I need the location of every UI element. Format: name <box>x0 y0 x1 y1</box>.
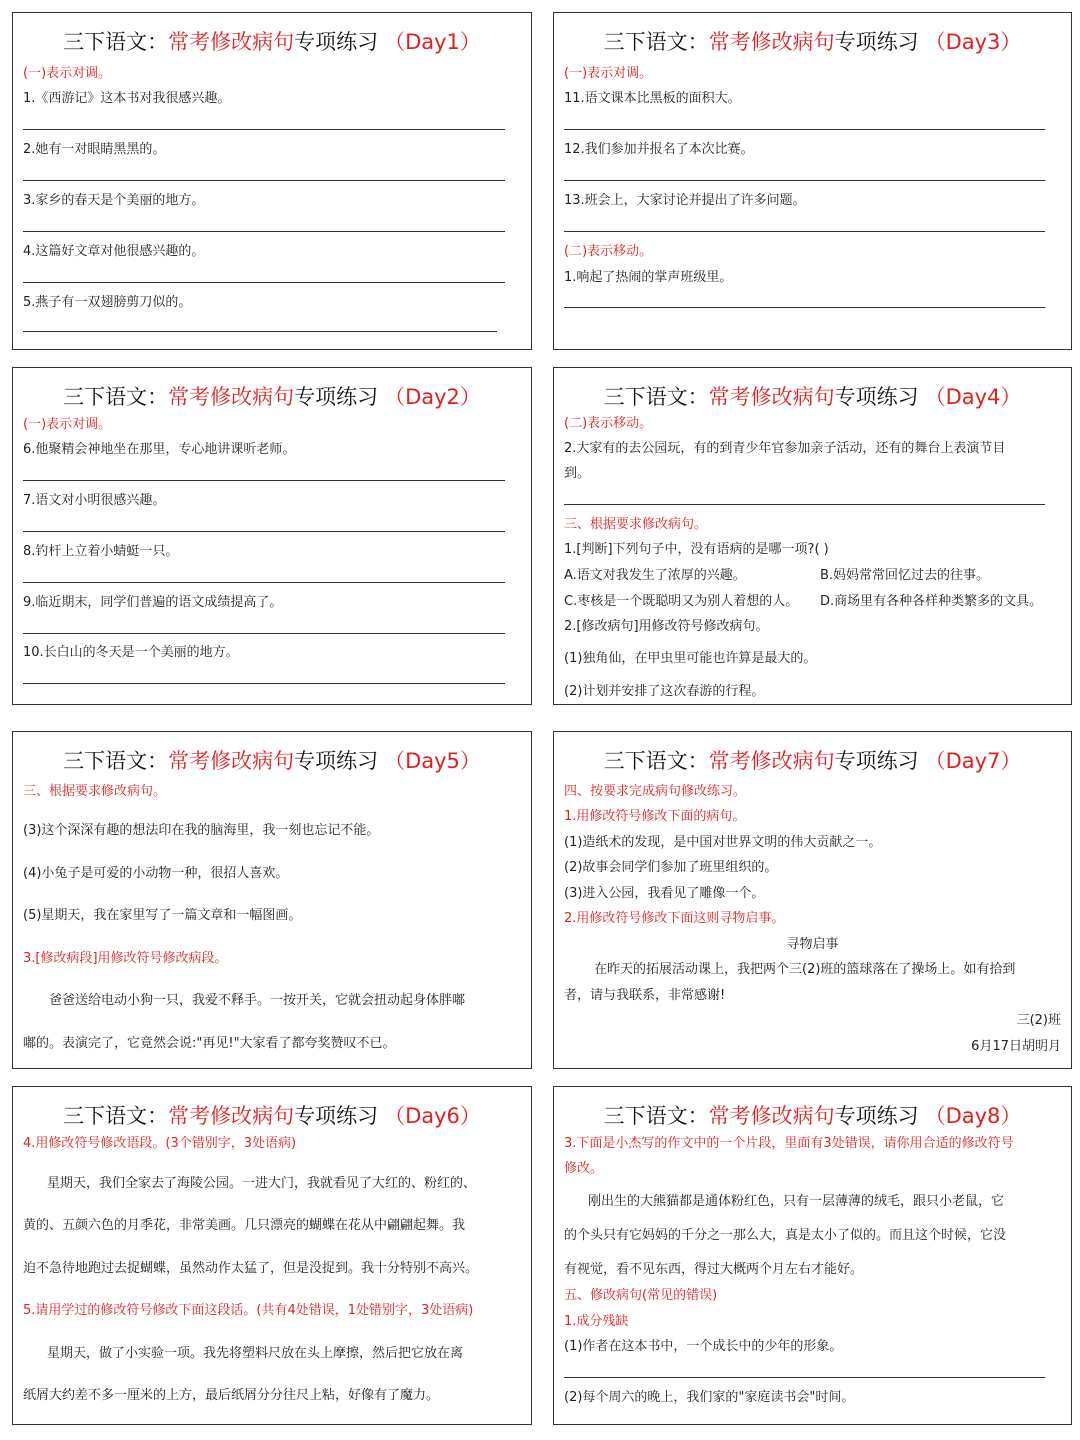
question-9: 9.临近期末，同学们普遍的语文成绩提高了。 <box>23 595 283 610</box>
question-2: 2.大家有的去公园玩，有的到青少年官参加亲子活动，还有的舞台上表演节目 <box>564 441 1006 456</box>
answer-line[interactable] <box>23 683 505 684</box>
card-day7 <box>553 731 1072 1069</box>
section-heading: 四、按要求完成病句修改练习。 <box>564 784 747 799</box>
option-d[interactable]: D.商场里有各种各样种类繁多的文具。 <box>820 594 1043 609</box>
answer-line[interactable] <box>23 231 505 232</box>
answer-line[interactable] <box>564 231 1045 232</box>
paragraph-line: 的个头只有它妈妈的千分之一那么大，真是太小了似的。而且这个时候，它没 <box>564 1228 1007 1243</box>
paragraph-line: 纸屑大约差不多一厘米的上方，最后纸屑分分往尺上粘，好像有了魔力。 <box>23 1388 440 1403</box>
card-title: 三下语文：常考修改病句专项练习 （Day2） <box>63 385 481 409</box>
section-heading: (二)表示移动。 <box>564 244 653 259</box>
question-3: 3.家乡的春天是个美丽的地方。 <box>23 193 205 208</box>
notice-title: 寻物启事 <box>786 937 839 952</box>
answer-line[interactable] <box>564 180 1045 181</box>
answer-line[interactable] <box>23 633 505 634</box>
sentence-2: (2)故事会同学们参加了班里组织的。 <box>564 860 778 875</box>
answer-line[interactable] <box>23 282 505 283</box>
paragraph-line: 嘟的。表演完了，它竟然会说:"再见!"大家看了都夸奖赞叹不已。 <box>23 1036 396 1051</box>
question-12: 12.我们参加并报名了本次比赛。 <box>564 142 754 157</box>
paragraph-line: 黄的、五颜六色的月季花，非常美画。几只漂亮的蝴蝶在花从中翩翩起舞。我 <box>23 1218 466 1233</box>
question-5: 5.燕子有一双翅膀剪刀似的。 <box>23 295 192 310</box>
sentence-1: (1)造纸术的发现，是中国对世界文明的伟大贡献之一。 <box>564 835 882 850</box>
card-title: 三下语文：常考修改病句专项练习 （Day7） <box>603 749 1022 773</box>
paragraph-line: 有视觉，看不见东西，得过大概两个月左右才能好。 <box>564 1262 864 1277</box>
sub-heading: 1.用修改符号修改下面的病句。 <box>564 809 746 824</box>
notice-signature-date: 6月17日胡明月 <box>971 1039 1061 1054</box>
section-heading: 3.下面是小杰写的作文中的一个片段，里面有3处错误，请你用合适的修改符号 <box>564 1136 1014 1151</box>
sentence-1: (1)作者在这本书中，一个成长中的少年的形象。 <box>564 1339 843 1354</box>
section-heading: 三、根据要求修改病句。 <box>564 517 708 532</box>
paragraph-line: 迫不急待地跑过去捉蝴蝶，虽然动作太猛了，但是没捉到。我十分特别不高兴。 <box>23 1261 479 1276</box>
sentence-1: (1)独角仙，在甲虫里可能也许算是最大的。 <box>564 651 817 666</box>
paragraph-line: 爸爸送给电动小狗一只，我爱不释手。一按开关，它就会扭动起身体胖嘟 <box>49 993 466 1008</box>
sub-heading: 2.用修改符号修改下面这则寻物启事。 <box>564 911 785 926</box>
answer-line[interactable] <box>23 531 505 532</box>
section-heading: (一)表示对调。 <box>23 66 112 81</box>
card-title: 三下语文：常考修改病句专项练习 （Day3） <box>603 30 1022 54</box>
option-b[interactable]: B.妈妈常常回忆过去的往事。 <box>820 568 990 583</box>
card-day4 <box>553 367 1072 705</box>
sentence-2: (2)计划并安排了这次春游的行程。 <box>564 684 765 699</box>
sub-heading: 1.成分残缺 <box>564 1314 629 1329</box>
question-2: 2.她有一对眼睛黑黑的。 <box>23 142 166 157</box>
card-title: 三下语文：常考修改病句专项练习 （Day6） <box>63 1104 481 1128</box>
card-title: 三下语文：常考修改病句专项练习 （Day1） <box>63 30 481 54</box>
card-day3 <box>553 12 1072 350</box>
question-2-cont: 到。 <box>564 466 591 481</box>
card-title: 三下语文：常考修改病句专项练习 （Day8） <box>603 1104 1022 1128</box>
option-c[interactable]: C.枣核是一个既聪明又为别人着想的人。 <box>564 594 799 609</box>
question-10: 10.长白山的冬天是一个美丽的地方。 <box>23 645 239 660</box>
card-day1 <box>12 12 532 350</box>
answer-line[interactable] <box>23 480 505 481</box>
sentence-3: (3)进入公园，我看见了雕像一个。 <box>564 886 765 901</box>
option-a[interactable]: A.语文对我发生了浓厚的兴趣。 <box>564 568 746 583</box>
question-1: 1.响起了热闹的掌声班级里。 <box>564 270 733 285</box>
card-title: 三下语文：常考修改病句专项练习 （Day5） <box>63 749 481 773</box>
section-heading: 4.用修改符号修改语段。(3个错别字，3处语病) <box>23 1136 297 1151</box>
sentence-5: (5)星期天，我在家里写了一篇文章和一幅图画。 <box>23 908 302 923</box>
notice-body: 在昨天的拓展活动课上，我把两个三(2)班的篮球落在了操场上。如有拾到 <box>594 962 1016 977</box>
answer-line[interactable] <box>23 180 505 181</box>
question-11: 11.语文课本比黑板的面积大。 <box>564 91 741 106</box>
section-heading: (二)表示移动。 <box>564 416 653 431</box>
answer-line[interactable] <box>23 129 505 130</box>
answer-line[interactable] <box>564 1377 1045 1378</box>
card-day8 <box>553 1086 1072 1425</box>
card-title: 三下语文：常考修改病句专项练习 （Day4） <box>603 385 1022 409</box>
paragraph-line: 星期天，我们全家去了海陵公园。一进大门，我就看见了大红的、粉红的、 <box>47 1176 477 1191</box>
question-13: 13.班会上，大家讨论并提出了许多问题。 <box>564 193 806 208</box>
sentence-2: (2)每个周六的晚上，我们家的"家庭读书会"时间。 <box>564 1390 855 1405</box>
question-7: 7.语文对小明很感兴趣。 <box>23 493 166 508</box>
question-modify: 2.[修改病句]用修改符号修改病句。 <box>564 619 769 634</box>
section-heading: 3.[修改病段]用修改符号修改病段。 <box>23 951 228 966</box>
section-heading: 五、修改病句(常见的错误) <box>564 1288 718 1303</box>
question-4: 4.这篇好文章对他很感兴趣的。 <box>23 244 205 259</box>
paragraph-line: 刚出生的大熊猫都是通体粉红色，只有一层薄薄的绒毛，跟只小老鼠，它 <box>588 1194 1005 1209</box>
answer-line[interactable] <box>564 504 1045 505</box>
question-1: 1.《西游记》这本书对我很感兴趣。 <box>23 91 231 106</box>
notice-signature-class: 三(2)班 <box>1016 1013 1061 1028</box>
notice-body-cont: 者，请与我联系，非常感谢! <box>564 988 726 1003</box>
question-6: 6.他聚精会神地坐在那里，专心地讲课听老师。 <box>23 442 296 457</box>
paragraph-line: 星期天，做了小实验一项。我先将塑料尺放在头上摩擦，然后把它放在离 <box>47 1346 464 1361</box>
card-day2 <box>12 367 532 705</box>
card-day5 <box>12 731 532 1069</box>
answer-line[interactable] <box>23 331 497 332</box>
card-day6 <box>12 1086 532 1425</box>
section-heading-cont: 修改。 <box>564 1161 604 1176</box>
section-heading: 5.请用学过的修改符号修改下面这段话。(共有4处错误，1处错别字，3处语病) <box>23 1303 474 1318</box>
answer-line[interactable] <box>564 129 1045 130</box>
answer-line[interactable] <box>23 582 505 583</box>
sentence-4: (4)小兔子是可爱的小动物一种，很招人喜欢。 <box>23 866 289 881</box>
question-8: 8.钓杆上立着小蜻蜓一只。 <box>23 544 179 559</box>
section-heading: 三、根据要求修改病句。 <box>23 784 167 799</box>
answer-line[interactable] <box>564 307 1045 308</box>
sentence-3: (3)这个深深有趣的想法印在我的脑海里，我一刻也忘记不能。 <box>23 823 380 838</box>
section-heading: (一)表示对调。 <box>23 417 112 432</box>
question-judge: 1.[判断]下列句子中，没有语病的是哪一项?( ) <box>564 542 829 557</box>
section-heading: (一)表示对调。 <box>564 66 653 81</box>
